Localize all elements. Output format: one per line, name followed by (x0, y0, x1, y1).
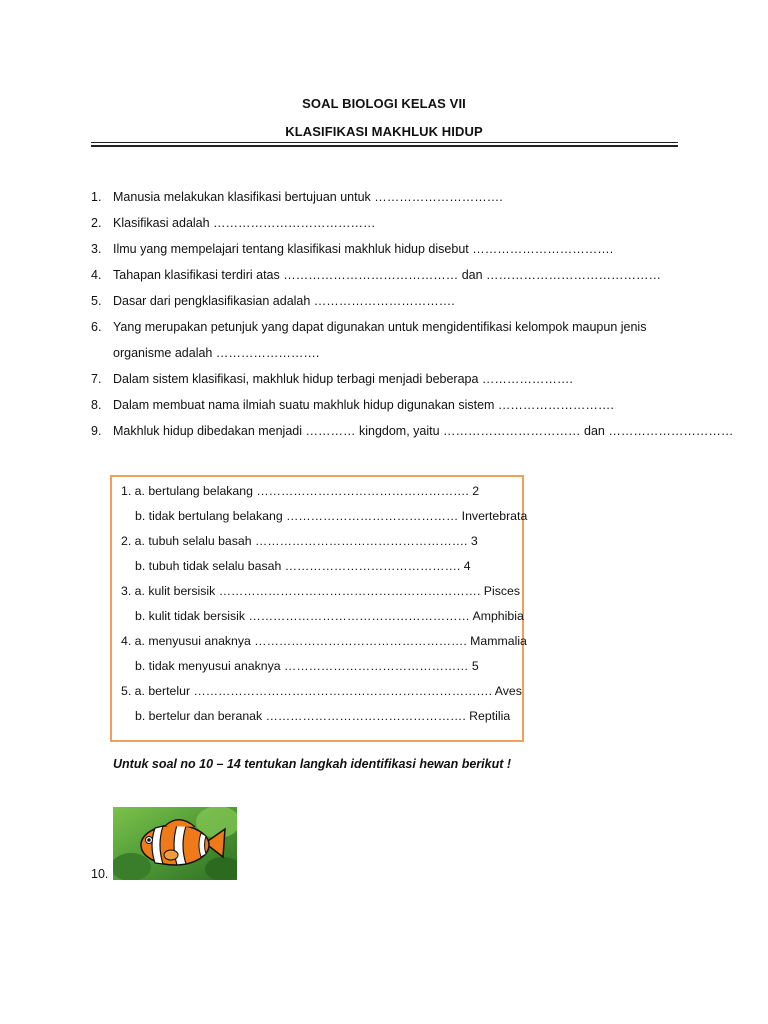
question-text: Makhluk hidup dibedakan menjadi ………… kingdom, yaitu …………………………… dan ………………………… (113, 424, 734, 438)
question-item (91, 210, 691, 236)
question-number: 2. (91, 216, 102, 230)
item-10-number: 10. (91, 867, 109, 881)
key-row: 1. a. bertulang belakang ……………………………………………. 2 (121, 484, 480, 498)
question-item (91, 288, 691, 314)
page-subtitle: KLASIFIKASI MAKHLUK HIDUP (285, 124, 483, 139)
question-number: 1. (91, 190, 102, 204)
key-row: b. tubuh tidak selalu basah ……………………………………. 4 (135, 559, 471, 573)
question-number: 8. (91, 398, 102, 412)
question-text: Manusia melakukan klasifikasi bertujuan untuk …………………………. (113, 190, 503, 204)
question-item (91, 392, 691, 418)
question-item (91, 418, 734, 444)
question-item (91, 262, 691, 288)
question-text: Ilmu yang mempelajari tentang klasifikasi makhluk hidup disebut ……………………………. (113, 242, 614, 256)
key-row: b. tidak menyusui anaknya ……………………………………… 5 (135, 659, 479, 673)
question-number: 5. (91, 294, 102, 308)
question-text: Dalam membuat nama ilmiah suatu makhluk hidup digunakan sistem ………………………. (113, 398, 614, 412)
clownfish-image (113, 807, 237, 880)
question-number: 4. (91, 268, 102, 282)
instruction-text: Untuk soal no 10 – 14 tentukan langkah identifikasi hewan berikut ! (113, 757, 512, 771)
key-row: 4. a. menyusui anaknya ……………………………………………. Mammalia (121, 634, 527, 648)
question-text: Dalam sistem klasifikasi, makhluk hidup terbagi menjadi beberapa …………………. (113, 372, 573, 386)
question-number: 6. (91, 320, 102, 334)
key-row: b. tidak bertulang belakang …………………………………… Invertebrata (135, 509, 528, 523)
key-row: 5. a. bertelur ………………………………………………………………. Aves (121, 684, 522, 698)
question-text: Klasifikasi adalah ………………………………… (113, 216, 376, 230)
key-row: 2. a. tubuh selalu basah ……………………………………………. 3 (121, 534, 478, 548)
question-text: Tahapan klasifikasi terdiri atas …………………………………… dan …………………………………… (113, 268, 662, 282)
question-number: 7. (91, 372, 102, 386)
question-number: 9. (91, 424, 102, 438)
question-item (91, 366, 691, 392)
key-row: b. kulit tidak bersisik ……………………………………………… Amphibia (135, 609, 524, 623)
question-text: Yang merupakan petunjuk yang dapat digunakan untuk mengidentifikasi kelompok maupun jenis organisme adalah ……………………. (113, 320, 647, 360)
key-row: 3. a. kulit bersisik ………………………………………………………. Pisces (121, 584, 521, 598)
key-row: b. bertelur dan beranak …………………………………………. Reptilia (135, 709, 511, 723)
question-item (91, 314, 691, 366)
title-rule-thick (91, 145, 678, 147)
title-rule-thin (91, 142, 678, 143)
question-text: Dasar dari pengklasifikasian adalah ……………………………. (113, 294, 455, 308)
question-list (91, 184, 734, 444)
question-item (91, 184, 691, 210)
question-item (91, 236, 691, 262)
page-title: SOAL BIOLOGI KELAS VII (302, 96, 466, 111)
question-number: 3. (91, 242, 102, 256)
identification-key-box (110, 475, 528, 742)
